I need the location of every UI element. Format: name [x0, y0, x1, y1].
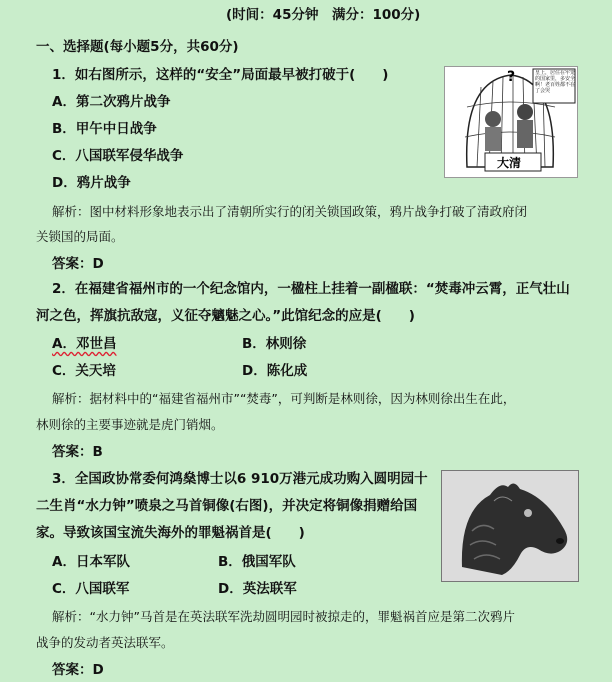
q2-stem: 2．在福建省福州市的一个纪念馆内，一楹柱上挂着一副楹联：“焚毒冲云霄，正气壮山	[52, 281, 570, 297]
q1-analysis-cont: 关锁国的局面。	[36, 229, 124, 244]
q3-analysis-cont: 战争的发动者英法联军。	[36, 635, 174, 650]
q3-stem-cont: 二生肖“水力钟”喷泉之马首铜像(右图)，并决定将铜像捐赠给国	[36, 498, 418, 514]
q2-answer: 答案：B	[52, 444, 103, 460]
bronze-horse-head-image	[441, 470, 579, 582]
q1-option-a[interactable]: A．第二次鸦片战争	[52, 94, 171, 110]
q2-analysis: 解析：据材料中的“福建省福州市”“焚毒”，可判断是林则徐，因为林则徐出生在此，	[52, 391, 516, 406]
birdcage-caption: 大清	[497, 156, 522, 170]
q3-stem-cont-2: 家。导致该国宝流失海外的罪魁祸首是( )	[36, 525, 305, 541]
q2-option-c[interactable]: C．关天培	[52, 363, 116, 379]
q3-answer: 答案：D	[52, 662, 104, 678]
birdcage-cartoon-image	[444, 66, 578, 178]
q1-option-d[interactable]: D．鸦片战争	[52, 175, 131, 191]
q1-option-c[interactable]: C．八国联军侵华战争	[52, 148, 184, 164]
q2-option-d[interactable]: D．陈化成	[242, 363, 308, 379]
q2-stem-cont: 河之色，挥旗抗敌寇，义征夺魑魅之心。”此馆纪念的应是( )	[36, 308, 415, 324]
q2-analysis-cont: 林则徐的主要事迹就是虎门销烟。	[36, 417, 224, 432]
q1-option-b[interactable]: B．甲午中日战争	[52, 121, 157, 137]
q3-option-b[interactable]: B．俄国军队	[218, 554, 296, 570]
exam-header: (时间：45分钟 满分：100分)	[226, 7, 421, 23]
q2-option-a[interactable]: A．邓世昌	[52, 336, 117, 352]
svg-text:?: ?	[507, 69, 516, 85]
q1-stem: 1．如右图所示，这样的“安全”局面最早被打破于( )	[52, 67, 389, 83]
speech-bubble-text: 皇上，居住在牢笼的国家里，多安全啊！老百姓都不在了会哭	[535, 70, 575, 94]
q2-option-b[interactable]: B．林则徐	[242, 336, 307, 352]
q3-option-d[interactable]: D．英法联军	[218, 581, 297, 597]
q3-analysis: 解析：“水力钟”马首是在英法联军洗劫圆明园时被掠走的，罪魁祸首应是第二次鸦片	[52, 609, 515, 624]
q3-option-a[interactable]: A．日本军队	[52, 554, 130, 570]
section-title: 一、选择题(每小题5分，共60分)	[36, 39, 239, 55]
q3-option-c[interactable]: C．八国联军	[52, 581, 130, 597]
q1-analysis: 解析：图中材料形象地表示出了清朝所实行的闭关锁国政策，鸦片战争打破了清政府闭	[52, 204, 528, 219]
q1-answer: 答案：D	[52, 256, 104, 272]
q3-stem: 3．全国政协常委何鸿燊博士以6 910万港元成功购入圆明园十	[52, 471, 428, 487]
